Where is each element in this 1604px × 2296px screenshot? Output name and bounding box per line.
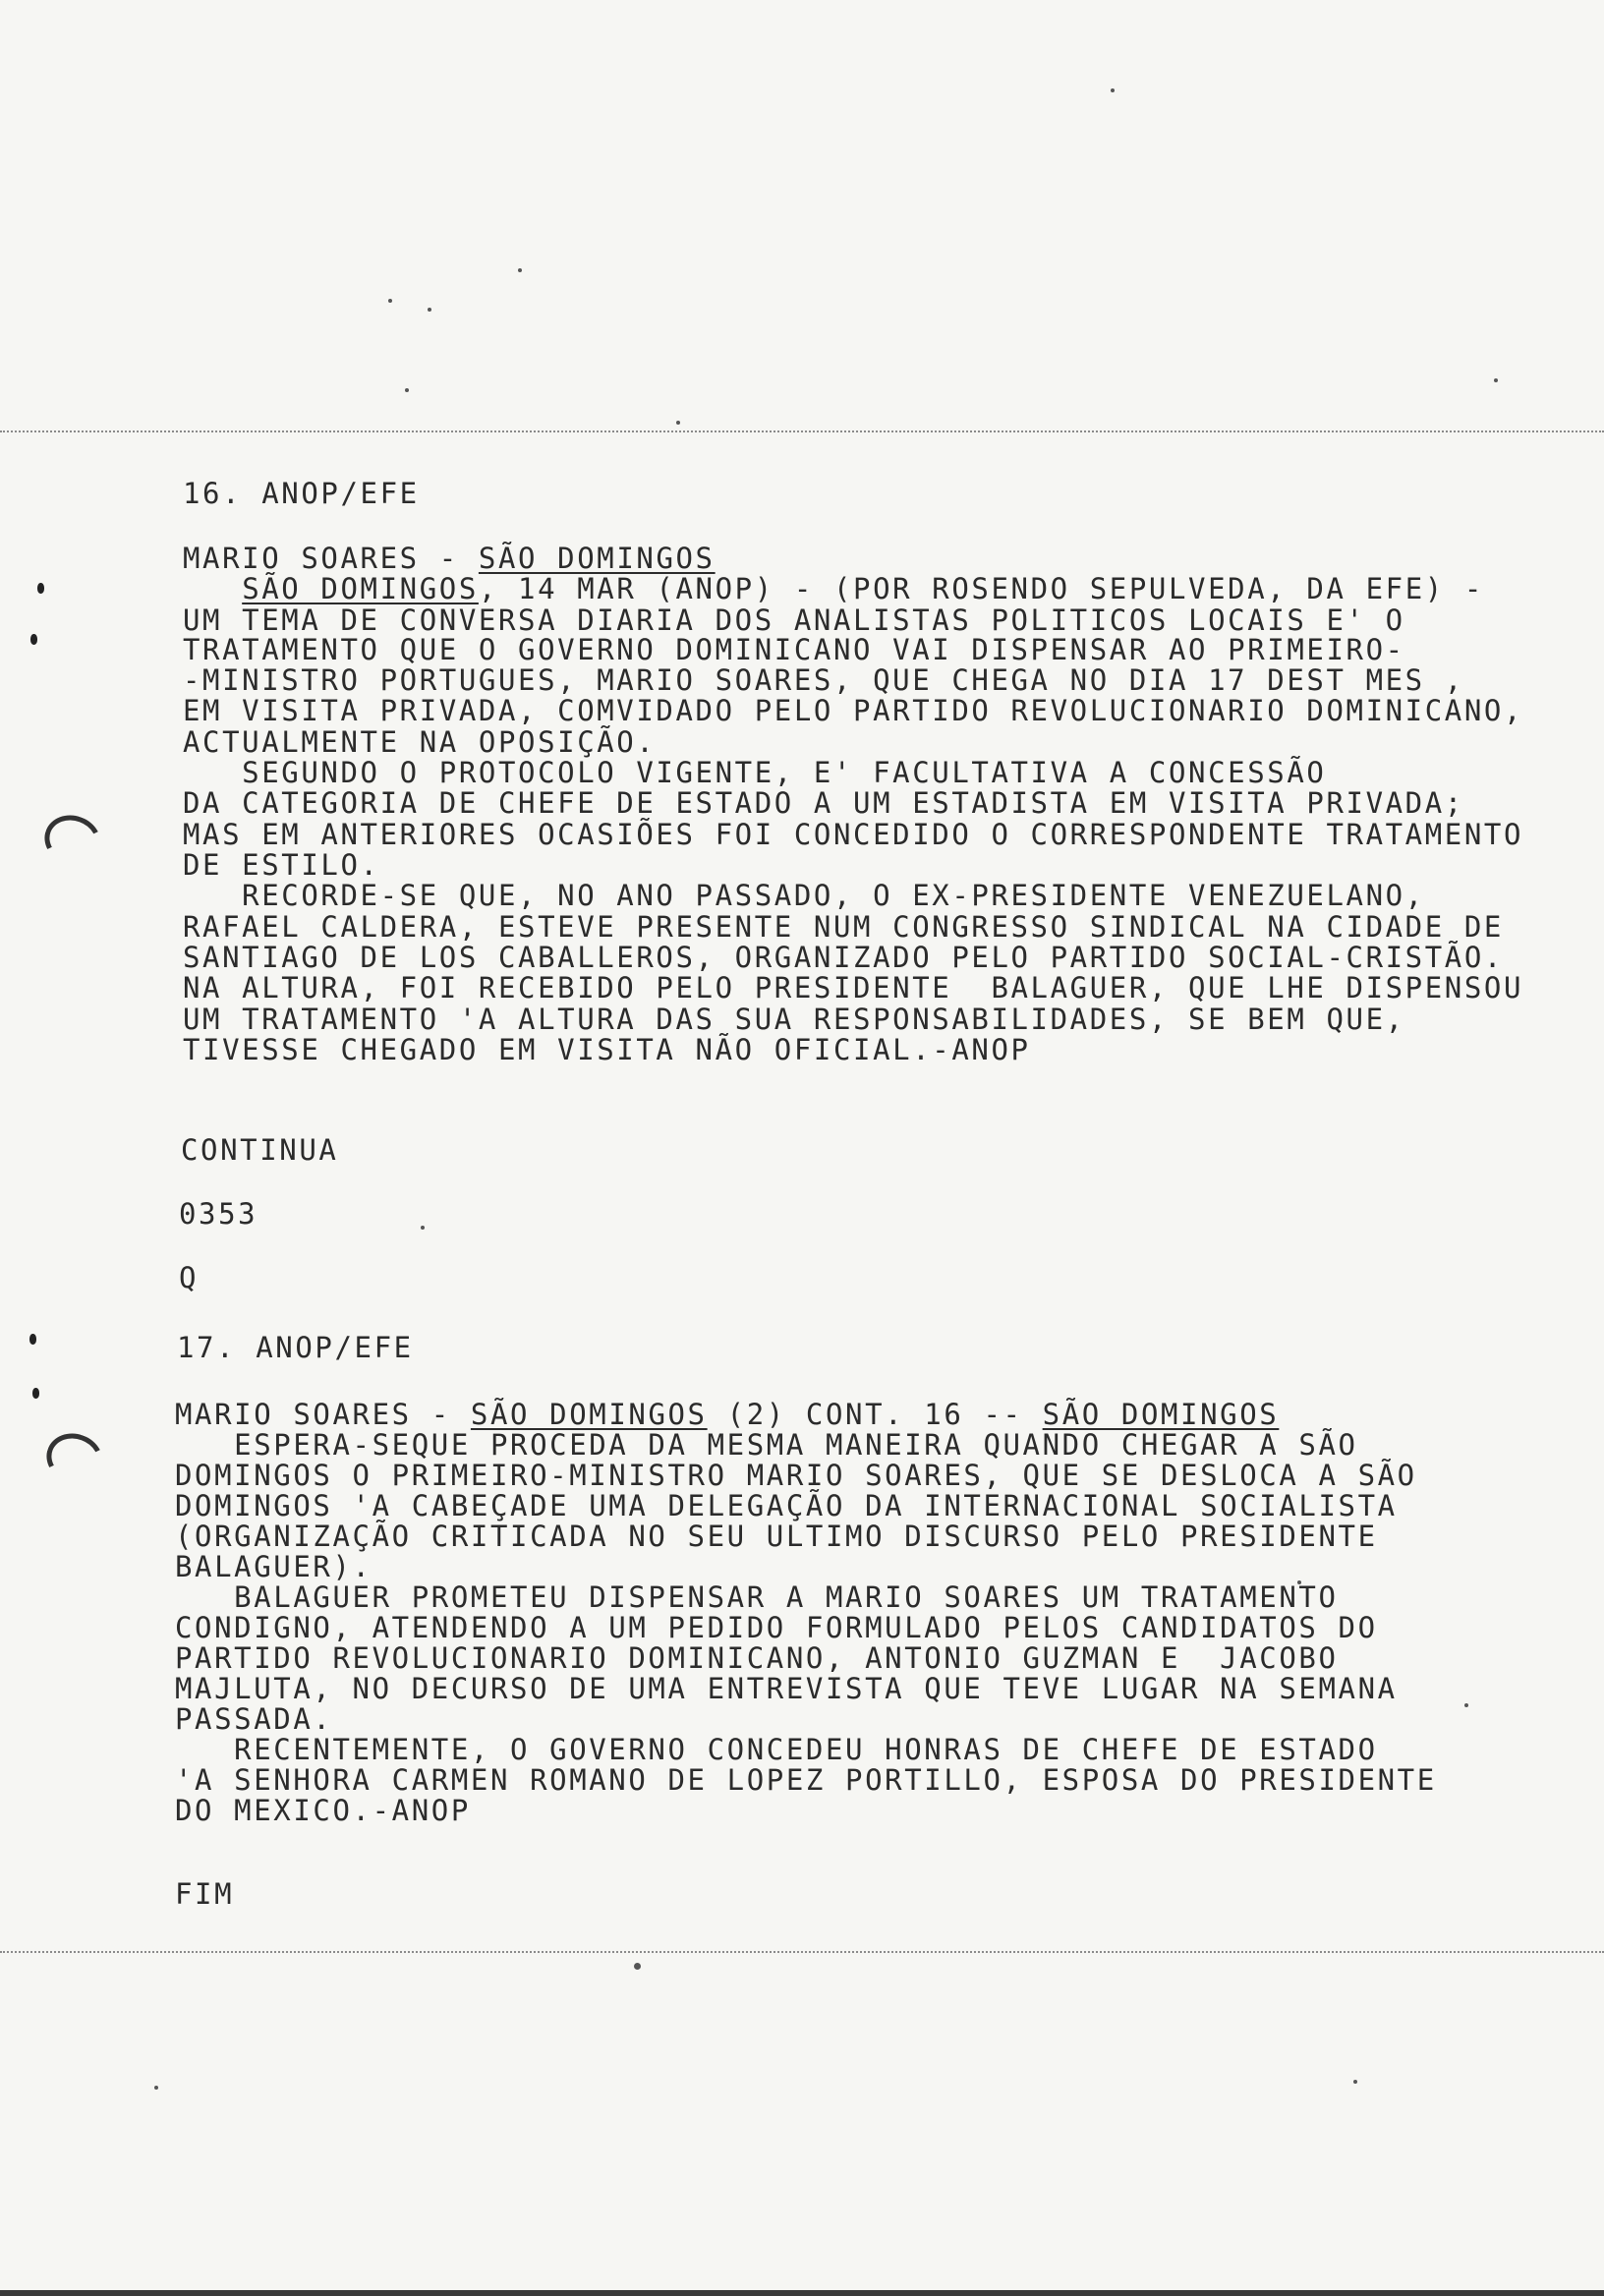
speck [676, 421, 680, 425]
story-line: DA CATEGORIA DE CHEFE DE ESTADO A UM ESTADISTA EM VISITA PRIVADA; [183, 786, 1464, 820]
message-number: 0353 [179, 1197, 258, 1231]
speck [634, 1963, 641, 1970]
story-line: BALAGUER PROMETEU DISPENSAR A MARIO SOARES UM TRATAMENTO [175, 1580, 1339, 1614]
speck [1353, 2080, 1357, 2084]
speck [518, 268, 522, 272]
story-line: ACTUALMENTE NA OPOSIÇÃO. [183, 725, 657, 759]
story-line: PARTIDO REVOLUCIONARIO DOMINICANO, ANTONIO GUZMAN E JACOBO [175, 1641, 1339, 1675]
story-header: 16. ANOP/EFE [183, 477, 420, 510]
punch-hole [39, 1426, 110, 1492]
speck [428, 308, 431, 312]
speck [1111, 88, 1115, 92]
speck [1464, 1703, 1468, 1707]
story-line: BALAGUER). [175, 1550, 372, 1583]
story-line: TIVESSE CHEGADO EM VISITA NÃO OFICIAL.-ANOP [183, 1033, 1031, 1066]
tear-line-bottom [0, 1951, 1604, 1953]
end-marker: FIM [175, 1877, 235, 1911]
q-marker: Q [179, 1261, 200, 1294]
story-line: NA ALTURA, FOI RECEBIDO PELO PRESIDENTE BALAGUER, QUE LHE DISPENSOU [183, 971, 1524, 1004]
margin-mark [30, 634, 37, 645]
story-line: TRATAMENTO QUE O GOVERNO DOMINICANO VAI DISPENSAR AO PRIMEIRO- [183, 633, 1405, 666]
story-line: RECORDE-SE QUE, NO ANO PASSADO, O EX-PRESIDENTE VENEZUELANO, [183, 879, 1425, 912]
story-line: SEGUNDO O PROTOCOLO VIGENTE, E' FACULTATIVA A CONCESSÃO [183, 756, 1327, 789]
story-line: -MINISTRO PORTUGUES, MARIO SOARES, QUE CHEGA NO DIA 17 DEST MES , [183, 663, 1464, 697]
story-line: MAS EM ANTERIORES OCASIÕES FOI CONCEDIDO O CORRESPONDENTE TRATAMENTO [183, 818, 1524, 851]
story-line: DOMINGOS O PRIMEIRO-MINISTRO MARIO SOARES, QUE SE DESLOCA A SÃO [175, 1459, 1417, 1492]
story-line: PASSADA. [175, 1702, 333, 1736]
page-bottom-edge [0, 2290, 1604, 2296]
slug-place: SÃO DOMINGOS [470, 1398, 708, 1431]
story-slug: MARIO SOARES - SÃO DOMINGOS (2) CONT. 16 -- SÃO DOMINGOS [175, 1398, 1280, 1431]
speck [1494, 378, 1498, 382]
story-line: UM TRATAMENTO 'A ALTURA DAS SUA RESPONSABILIDADES, SE BEM QUE, [183, 1003, 1405, 1036]
tear-line-top [0, 430, 1604, 432]
speck [154, 2086, 158, 2090]
story-header: 17. ANOP/EFE [177, 1331, 414, 1364]
story-line: UM TEMA DE CONVERSA DIARIA DOS ANALISTAS POLITICOS LOCAIS E' O [183, 603, 1405, 637]
slug-place: SÃO DOMINGOS [1042, 1398, 1280, 1431]
story-dateline: SÃO DOMINGOS, 14 MAR (ANOP) - (POR ROSENDO SEPULVEDA, DA EFE) - [242, 572, 1484, 605]
continua-marker: CONTINUA [181, 1133, 339, 1167]
slug-place: SÃO DOMINGOS [478, 542, 716, 575]
story-line: DOMINGOS 'A CABEÇADE UMA DELEGAÇÃO DA INTERNACIONAL SOCIALISTA [175, 1489, 1398, 1522]
margin-mark [29, 1334, 36, 1345]
margin-mark [37, 583, 44, 594]
story-line: DO MEXICO.-ANOP [175, 1794, 471, 1827]
story-slug: MARIO SOARES - SÃO DOMINGOS [183, 542, 716, 575]
story-line: MAJLUTA, NO DECURSO DE UMA ENTREVISTA QUE TEVE LUGAR NA SEMANA [175, 1672, 1398, 1705]
story-line: (ORGANIZAÇÃO CRITICADA NO SEU ULTIMO DISCURSO PELO PRESIDENTE [175, 1520, 1378, 1553]
story-line: 'A SENHORA CARMEN ROMANO DE LOPEZ PORTILLO, ESPOSA DO PRESIDENTE [175, 1763, 1437, 1797]
story-line: RECENTEMENTE, O GOVERNO CONCEDEU HONRAS DE CHEFE DE ESTADO [175, 1733, 1378, 1766]
speck [405, 388, 409, 392]
speck [388, 299, 392, 303]
speck [421, 1226, 425, 1230]
story-line: SANTIAGO DE LOS CABALLEROS, ORGANIZADO PELO PARTIDO SOCIAL-CRISTÃO. [183, 941, 1504, 974]
story-line: ESPERA-SEQUE PROCEDA DA MESMA MANEIRA QUANDO CHEGAR A SÃO [175, 1428, 1358, 1462]
story-line: EM VISITA PRIVADA, COMVIDADO PELO PARTIDO REVOLUCIONARIO DOMINICANO, [183, 694, 1524, 727]
dateline-place: SÃO DOMINGOS [242, 572, 479, 605]
story-line: CONDIGNO, ATENDENDO A UM PEDIDO FORMULADO PELOS CANDIDATOS DO [175, 1611, 1378, 1644]
story-line: DE ESTILO. [183, 848, 380, 882]
story-line: RAFAEL CALDERA, ESTEVE PRESENTE NUM CONGRESSO SINDICAL NA CIDADE DE [183, 910, 1504, 944]
punch-hole [37, 808, 108, 874]
margin-mark [32, 1388, 39, 1399]
